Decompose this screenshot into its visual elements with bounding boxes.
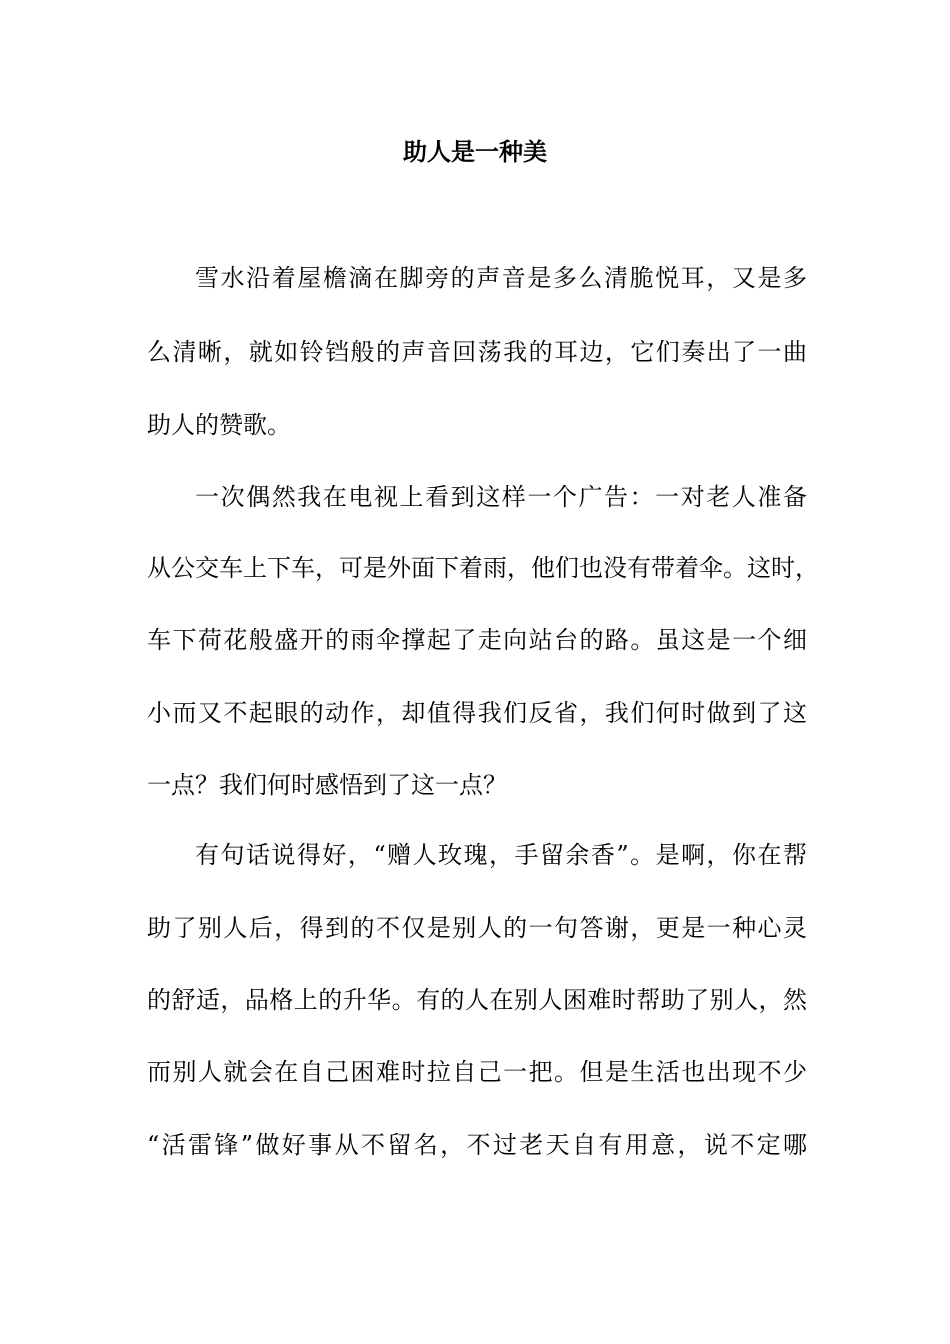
paragraph-2-line-3: 车下荷花般盛开的雨伞撑起了走向站台的路。虽这是一个细: [147, 626, 807, 654]
paragraph-3-line-3: 的舒适，品格上的升华。有的人在别人困难时帮助了别人，然: [147, 986, 807, 1014]
document-title: 助人是一种美: [403, 138, 547, 166]
paragraph-2-line-4: 小而又不起眼的动作，却值得我们反省，我们何时做到了这: [147, 699, 807, 727]
paragraph-3-line-4: 而别人就会在自己困难时拉自己一把。但是生活也出现不少: [147, 1058, 807, 1086]
paragraph-3-line-1: 有句话说得好，“赠人玫瑰，手留余香”。是啊，你在帮: [195, 841, 807, 869]
paragraph-1-line-2: 么清晰，就如铃铛般的声音回荡我的耳边，它们奏出了一曲: [147, 338, 807, 366]
paragraph-2-line-1: 一次偶然我在电视上看到这样一个广告：一对老人准备: [195, 483, 807, 511]
paragraph-2-line-5: 一点？我们何时感悟到了这一点？: [147, 771, 507, 799]
paragraph-1-line-1: 雪水沿着屋檐滴在脚旁的声音是多么清脆悦耳，又是多: [195, 264, 807, 292]
paragraph-3-line-2: 助了别人后，得到的不仅是别人的一句答谢，更是一种心灵: [147, 914, 807, 942]
paragraph-1-line-3: 助人的赞歌。: [147, 411, 291, 439]
paragraph-2-line-2: 从公交车上下车，可是外面下着雨，他们也没有带着伞。这时，: [147, 554, 819, 582]
paragraph-3-line-5: “活雷锋”做好事从不留名，不过老天自有用意，说不定哪: [147, 1131, 807, 1159]
